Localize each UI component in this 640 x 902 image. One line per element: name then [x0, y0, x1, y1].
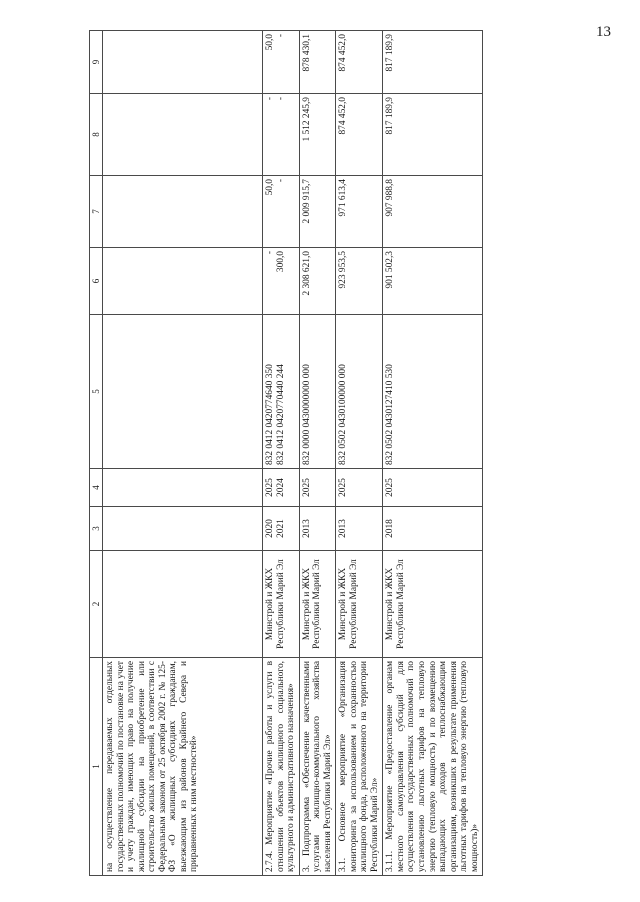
row-start: 2018	[383, 507, 483, 551]
col-header-4: 4	[90, 469, 103, 507]
rotated-page	[89, 31, 483, 876]
row-value-8: -	[275, 97, 286, 101]
row-code: 832 0000 0430000000 000	[299, 315, 336, 469]
col-header-1: 1	[90, 658, 103, 876]
row-value-8: 1 512 245,9	[299, 94, 336, 176]
table-row	[383, 31, 483, 876]
col-header-9: 9	[90, 31, 103, 94]
row-value-6: 300,0	[275, 251, 286, 273]
row-end: 2025	[265, 478, 276, 497]
program-table	[89, 30, 483, 876]
row-end: 2025	[383, 469, 483, 507]
row-code: 832 0502 0430100000 000	[336, 315, 383, 469]
row-start: 2013	[336, 507, 383, 551]
row-executor: Минстрой и ЖКХ Республики Марий Эл	[383, 551, 483, 658]
row-executor: Минстрой и ЖКХ Республики Марий Эл	[336, 551, 383, 658]
row-executor: Минстрой и ЖКХ Республики Марий Эл	[299, 551, 336, 658]
row-name: на осуществление передаваемых отдельных государственных полномочий по постановке на учет и учету граждан, имеющих право на получение жилищной субсидии на приобретение или строительство жилых помещений, в соответствии с Федеральным законом от 25 октября 2002 г. № 125-ФЗ «О жилищных субсидиях гражданам, выезжающим из районов Крайнего Севера и приравненных к ним местностей»	[103, 658, 263, 876]
col-header-6: 6	[90, 248, 103, 315]
row-value-9: -	[275, 34, 286, 38]
row-start: 2013	[299, 507, 336, 551]
row-executor: Минстрой и ЖКХ Республики Марий Эл	[263, 551, 300, 658]
row-value-7: 907 988,8	[383, 176, 483, 248]
row-code: 832 0412 0420770440 244	[275, 364, 286, 465]
row-value-6: 2 308 621,0	[299, 248, 336, 315]
col-header-8: 8	[90, 94, 103, 176]
table-row	[299, 31, 336, 876]
page-number: 13	[596, 24, 611, 40]
row-value-9: 50,0	[265, 34, 276, 51]
row-end: 2024	[275, 478, 286, 497]
col-header-2: 2	[90, 551, 103, 658]
row-value-6: 901 502,3	[383, 248, 483, 315]
row-value-9: 878 430,1	[299, 31, 336, 94]
col-header-3: 3	[90, 507, 103, 551]
col-header-5: 5	[90, 315, 103, 469]
row-value-6: 923 953,5	[336, 248, 383, 315]
row-code: 832 0412 0420774640 350	[265, 364, 276, 465]
row-value-8: 874 452,0	[336, 94, 383, 176]
row-value-7: -	[275, 179, 286, 183]
row-executor	[103, 551, 263, 658]
row-value-7: 971 613,4	[336, 176, 383, 248]
row-value-7: 2 009 915,7	[299, 176, 336, 248]
row-start: 2021	[275, 519, 286, 538]
row-start: 2020	[265, 519, 276, 538]
row-value-8: 817 189,9	[383, 94, 483, 176]
col-header-7: 7	[90, 176, 103, 248]
table-row	[103, 31, 263, 876]
row-value-8: -	[265, 97, 276, 101]
table-row	[263, 31, 300, 876]
row-name: 2.7.4. Мероприятие «Прочие работы и услуги в отношении объектов жилищного социального, культурного и административного назначения»	[263, 658, 300, 876]
row-name: 3.1.1. Мероприятие «Предоставление органам местного самоуправления субсидий для осуществления государственных полномочий по установлению льготных тарифов на тепловую энергию (тепловую мощность) и по возмещению выпадающих доходов теплоснабжающим организациям, возникших в результате применения льготных тарифов на тепловую энергию (тепловую мощность)»	[383, 658, 483, 876]
row-name: 3.1. Основное мероприятие «Организация мониторинга за использованием и сохранностью жилищного фонда, расположенного на территории Республики Марий Эл»	[336, 658, 383, 876]
row-end: 2025	[336, 469, 383, 507]
row-code: 832 0502 0430127410 530	[383, 315, 483, 469]
row-value-7: 50,0	[265, 179, 276, 196]
table-row	[336, 31, 383, 876]
header-row	[90, 31, 103, 876]
row-end: 2025	[299, 469, 336, 507]
row-value-9: 874 452,0	[336, 31, 383, 94]
row-name: 3. Подпрограмма «Обеспечение качественными услугами жилищно-коммунального хозяйства населения Республики Марий Эл»	[299, 658, 336, 876]
row-value-6: -	[265, 251, 276, 255]
row-value-9: 817 189,9	[383, 31, 483, 94]
